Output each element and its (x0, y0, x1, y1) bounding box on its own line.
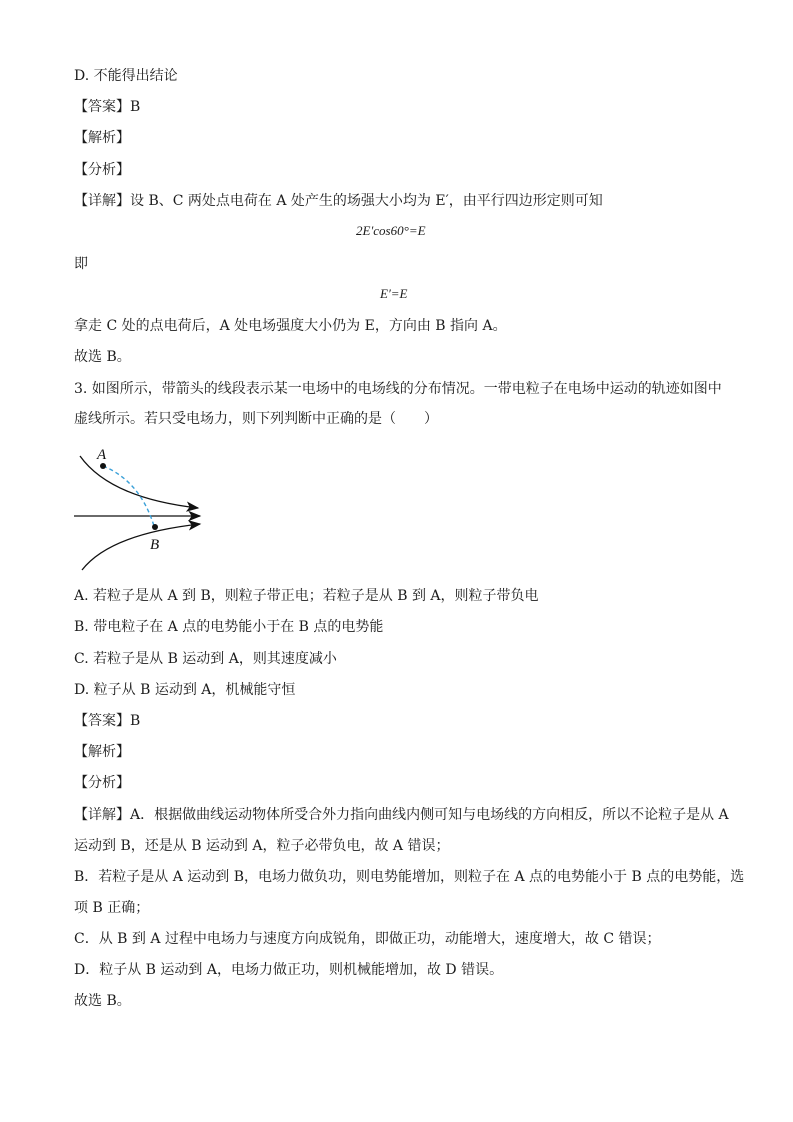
option-d-prev: D. 不能得出结论 (74, 68, 178, 84)
q3-fenxi-label: 【分析】 (74, 775, 130, 791)
q3-detail-line-3: B．若粒子是从 A 运动到 B，电场力做负功，则电势能增加，则粒子在 A 点的电势能小于 B 点的电势能，选 (74, 869, 745, 885)
point-b (152, 524, 158, 530)
q3-analysis-label: 【解析】 (74, 744, 130, 760)
field-line-figure (70, 446, 210, 576)
q3-stem-line1: 3. 如图所示，带箭头的线段表示某一电场中的电场线的分布情况。一带电粒子在电场中运动的轨迹如图中 (74, 381, 722, 397)
conclusion-prev: 拿走 C 处的点电荷后，A 处电场强度大小仍为 E，方向由 B 指向 A。 (74, 318, 507, 334)
q3-option-a: A. 若粒子是从 A 到 B，则粒子带正电；若粒子是从 B 到 A，则粒子带负电 (74, 588, 539, 604)
field-line-lower (82, 524, 200, 570)
q3-detail-line-4: 项 B 正确； (74, 900, 150, 916)
label-a: A (97, 447, 107, 463)
q3-detail-line-5: C．从 B 到 A 过程中电场力与速度方向成锐角，即做正功，动能增大，速度增大，故 C 错误； (74, 931, 661, 947)
detail-prev: 【详解】设 B、C 两处点电荷在 A 处产生的场强大小均为 E′，由平行四边形定则可知 (74, 193, 603, 209)
field-line-upper (80, 456, 198, 508)
q3-answer: 【答案】B (74, 713, 141, 729)
q3-option-b: B. 带电粒子在 A 点的电势能小于在 B 点的电势能 (74, 619, 384, 635)
point-a (100, 463, 106, 469)
q3-detail-line-1: 【详解】A．根据做曲线运动物体所受合外力指向曲线内侧可知与电场线的方向相反，所以不论粒子是从 A (74, 807, 729, 823)
q3-option-d: D. 粒子从 B 运动到 A，机械能守恒 (74, 682, 296, 698)
label-b: B (150, 537, 160, 553)
q3-detail-line-6: D．粒子从 B 运动到 A，电场力做正功，则机械能增加，故 D 错误。 (74, 962, 504, 978)
q3-detail-line-7: 故选 B。 (74, 993, 131, 1009)
q3-option-c: C. 若粒子是从 B 运动到 A，则其速度减小 (74, 651, 337, 667)
q3-detail-line-2: 运动到 B，还是从 B 运动到 A，粒子必带负电，故 A 错误； (74, 838, 450, 854)
equation-1: 2E′cos60°=E (356, 223, 426, 238)
answer-prev: 【答案】B (74, 99, 141, 115)
fenxi-label-prev: 【分析】 (74, 162, 130, 178)
particle-trajectory (103, 466, 154, 526)
equation-2: E′=E (380, 286, 408, 301)
ji-text: 即 (74, 256, 88, 272)
q3-stem-line2: 虚线所示。若只受电场力，则下列判断中正确的是（ ） (74, 411, 438, 427)
choose-prev: 故选 B。 (74, 349, 131, 365)
analysis-label-prev: 【解析】 (74, 130, 130, 146)
